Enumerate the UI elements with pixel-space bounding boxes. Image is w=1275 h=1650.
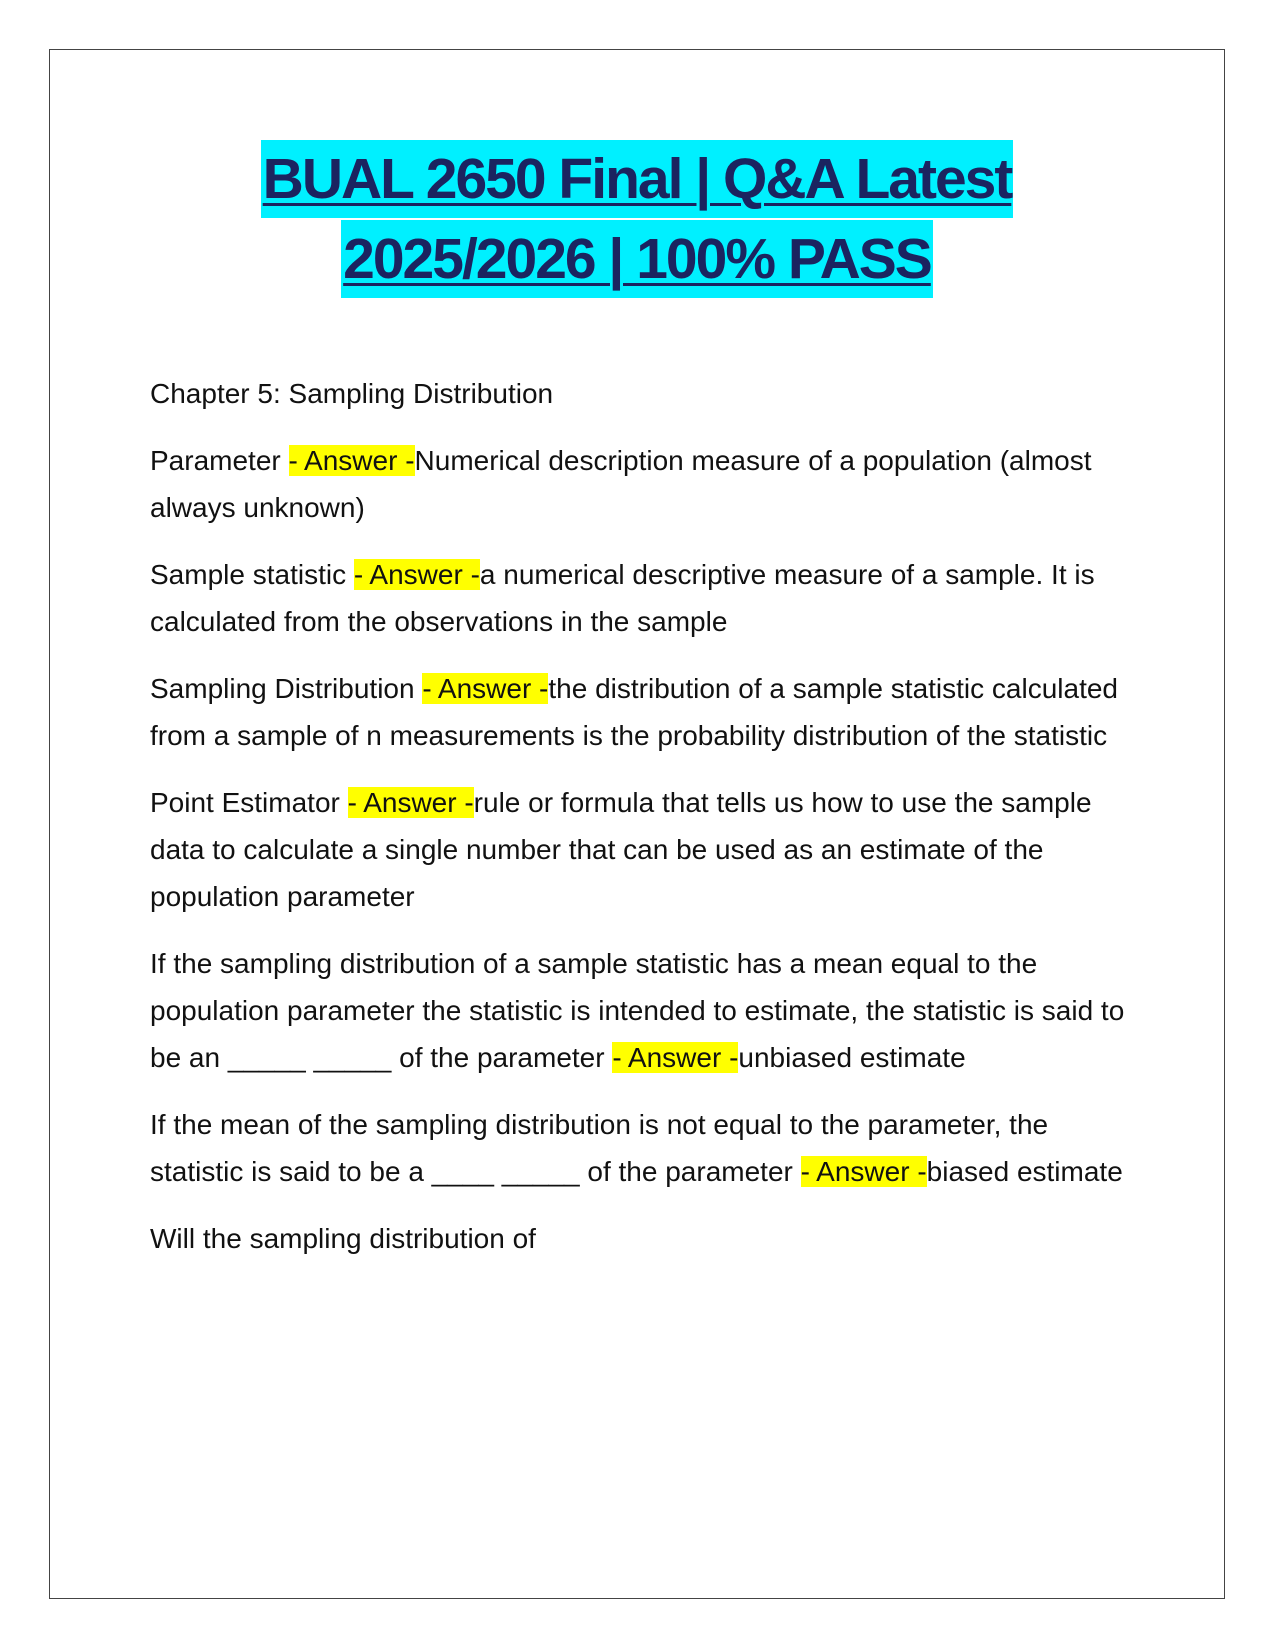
qa-item-unbiased [150,940,1140,1081]
qa-answer: the distribution of a sample statistic calculated from a sample of n measurements is the probability distribution of the statistic [150,673,1118,751]
qa-term: Parameter [150,445,289,476]
qa-item-parameter [150,437,1140,531]
answer-marker: - Answer - [422,673,549,704]
qa-term: Point Estimator [150,787,348,818]
answer-marker: - Answer - [612,1042,739,1073]
qa-answer: rule or formula that tells us how to use the sample data to calculate a single number that can be used as an estimate of the population parameter [150,787,1092,912]
answer-marker: - Answer - [288,445,415,476]
qa-answer: unbiased estimate [738,1042,966,1073]
trailing-question: Will the sampling distribution of [150,1223,536,1254]
qa-item-sampling-distribution [150,665,1140,759]
document-body [150,370,1140,1282]
qa-item-sample-statistic [150,551,1140,645]
answer-marker: - Answer - [800,1156,927,1187]
qa-term: Sample statistic [150,559,354,590]
qa-term: Sampling Distribution [150,673,423,704]
qa-answer: a numerical descriptive measure of a sample. It is calculated from the observations in the sample [150,559,1095,637]
qa-term: If the mean of the sampling distribution is not equal to the parameter, the statistic is said to be a ____ _____ of the parameter [150,1109,1049,1187]
answer-marker: - Answer - [353,559,480,590]
qa-answer: Numerical description measure of a population (almost always unknown) [150,445,1092,523]
qa-item-biased [150,1101,1140,1195]
answer-marker: - Answer - [347,787,474,818]
title-line-2: 2025/2026 | 100% PASS [341,220,933,298]
qa-answer: biased estimate [926,1156,1123,1187]
qa-term: If the sampling distribution of a sample statistic has a mean equal to the population parameter the statistic is intended to estimate, the statistic is said to be an _____ _____ of the parameter [150,948,1125,1073]
document-title [49,140,1225,300]
title-line-1: BUAL 2650 Final | Q&A Latest [261,140,1014,218]
chapter-heading: Chapter 5: Sampling Distribution [150,378,554,409]
qa-item-point-estimator [150,779,1140,920]
